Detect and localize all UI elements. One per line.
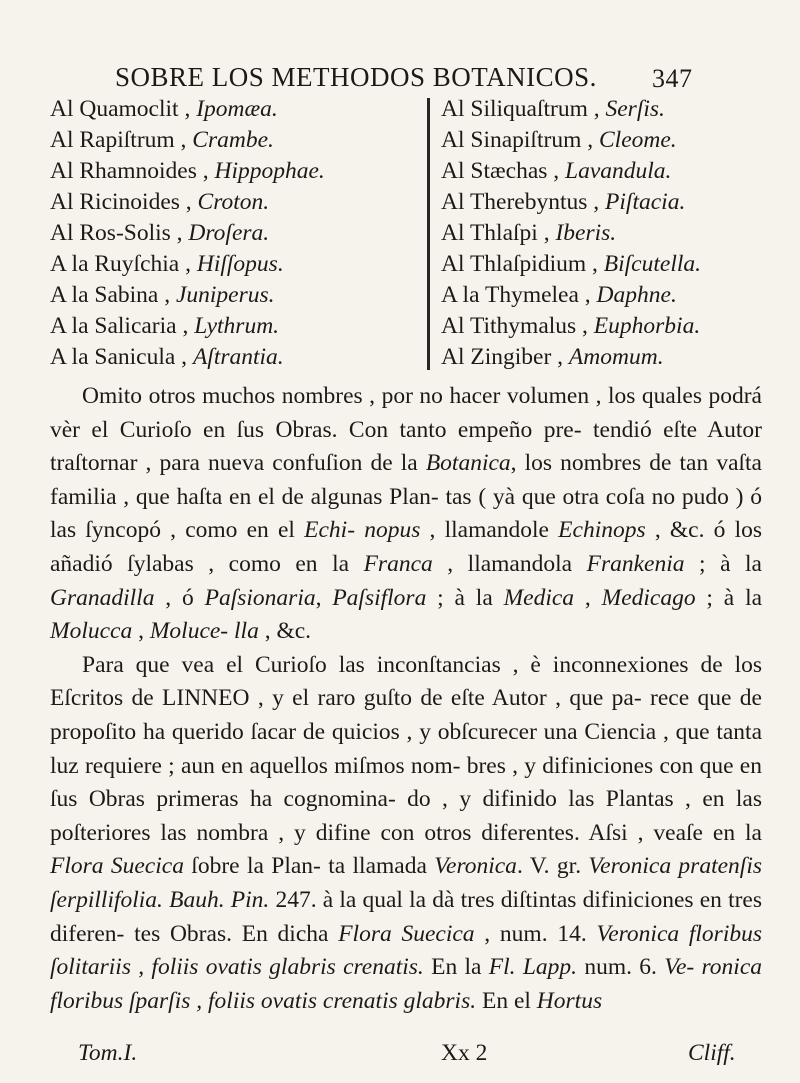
list-item: A la Thymelea , Daphne.	[441, 282, 677, 308]
body-text	[50, 380, 762, 1018]
running-title: SOBRE LOS METHODOS BOTANICOS.	[115, 62, 597, 92]
list-item: Al Quamoclit , Ipomæa.	[50, 96, 278, 122]
list-item: Al Stæchas , Lavandula.	[441, 158, 672, 184]
list-item: A la Salicaria , Lythrum.	[50, 313, 280, 339]
list-item: Al Thlaſpidium , Biſcutella.	[441, 251, 702, 277]
catchword: Cliff.	[688, 1040, 736, 1066]
page-number: 347	[652, 64, 693, 93]
list-item: Al Tithymalus , Euphorbia.	[441, 313, 701, 339]
list-item: Al Ros-Solis , Droſera.	[50, 220, 270, 246]
list-item: A la Ruyſchia , Hiſſopus.	[50, 251, 284, 277]
list-item: Al Rhamnoides , Hippophae.	[50, 158, 325, 184]
synonym-list-left	[50, 94, 340, 373]
list-item: Al Thlaſpi , Iberis.	[441, 220, 617, 246]
list-item: Al Therebyntus , Piſtacia.	[441, 189, 686, 215]
paragraph-2: Para que vea el Curioſo las inconſtancias , è inconnexiones de los Eſcritos de LINNEO , y el raro guſto de eſte Autor , que pa- rece que de propoſito ha querido ſacar de quicios , y obſcurecer una Ciencia , que tanta luz requiere ; aun en aquellos miſmos nom- bres , y difiniciones con que en ſus Obras primeras ha cognomina- do , y difinido las Plantas , en las poſteriores las nombra , y difine con otros diferentes. Aſsi , veaſe en la Flora Suecica ſobre la Plan- ta llamada Veronica. V. gr. Veronica pratenſis ſerpillifolia. Bauh. Pin. 247. à la qual la dà tres diſtintas difiniciones en tres diferen- tes Obras. En dicha Flora Suecica , num. 14. Veronica floribus ſolitariis , foliis ovatis glabris crenatis. En la Fl. Lapp. num. 6. Ve- ronica floribus ſparſis , foliis ovatis crenatis glabris. En el Hortus	[50, 651, 763, 1014]
column-divider	[427, 98, 430, 370]
volume-mark: Tom.I.	[78, 1040, 138, 1066]
list-item: Al Rapiſtrum , Crambe.	[50, 127, 274, 153]
list-item: Al Sinapiſtrum , Cleome.	[441, 127, 677, 153]
list-item: Al Zingiber , Amomum.	[441, 344, 664, 370]
list-item: A la Sanicula , Aſtrantia.	[50, 344, 284, 370]
synonym-list-right	[441, 94, 771, 373]
list-item: A la Sabina , Juniperus.	[50, 282, 275, 308]
list-item: Al Ricinoides , Croton.	[50, 189, 270, 215]
paragraph-1: Omito otros muchos nombres , por no hacer volumen , los quales podrá vèr el Curioſo en ſus Obras. Con tanto empeño pre- tendió eſte Autor traſtornar , para nueva confuſion de la Botanica, los nombres de tan vaſta familia , que haſta en el de algunas Plan- tas ( yà que otra coſa no pudo ) ó las ſyncopó , como en el Echi- nopus , llamandole Echinops , &c. ó los añadió ſylabas , como en la Franca , llamandola Frankenia ; à la Granadilla , ó Paſsionaria, Paſsiflora ; à la Medica , Medicago ; à la Molucca , Moluce- lla , &c.	[50, 383, 763, 645]
list-item: Al Siliquaſtrum , Serſis.	[441, 96, 665, 122]
signature-mark: Xx 2	[441, 1040, 488, 1066]
